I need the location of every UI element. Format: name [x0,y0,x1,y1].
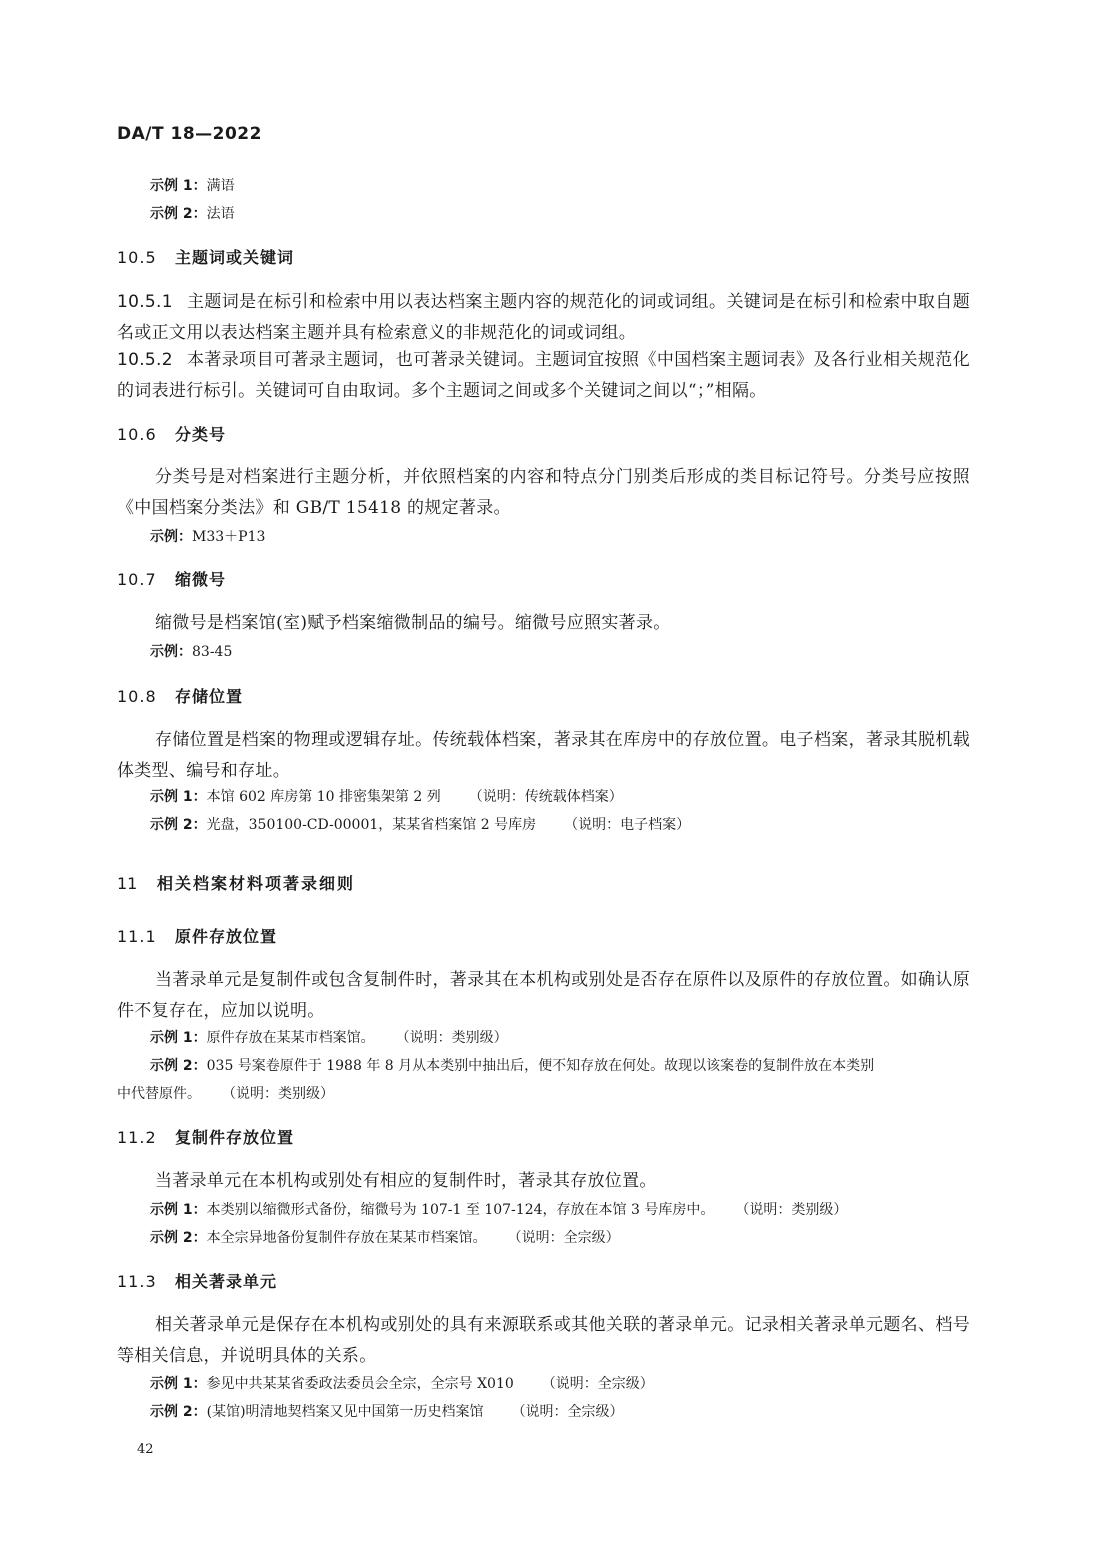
section-heading-11-1 [117,925,970,949]
paragraph-10-5-2 [117,345,970,407]
example-line [117,1052,1003,1080]
section-heading-10-5 [117,246,970,270]
chapter-number: 11 [117,874,138,893]
example-text: (某馆)明清地契档案又见中国第一历史档案馆 [206,1404,484,1420]
example-label: 示例 2： [150,1058,207,1074]
example-text: 满语 [206,178,235,194]
document-code-header: DA/T 18—2022 [117,124,262,144]
example-note: （说明：全宗级） [541,1376,654,1392]
paragraph-11-3: 相关著录单元是保存在本机构或别处的具有来源联系或其他关联的著录单元。记录相关著录单元题名、档号等相关信息，并说明具体的关系。 [117,1315,970,1366]
section-number: 10.8 [117,687,157,706]
example-line [117,1024,1003,1052]
language-examples [117,172,970,228]
section-title: 存储位置 [175,687,244,706]
section-title: 相关著录单元 [175,1272,278,1291]
paragraph-10-6: 分类号是对档案进行主题分析，并依照档案的内容和特点分门别类后形成的类目标记符号。分类号应按照《中国档案分类法》和 GB/T 15418 的规定著录。 [117,467,970,518]
example-label: 示例 2： [150,206,207,222]
example-text: 本类别以缩微形式备份，缩微号为 107-1 至 107-124，存放在本馆 3 号库房中。 [206,1202,715,1218]
section-title: 复制件存放位置 [175,1128,295,1147]
section-heading-10-6 [117,423,970,447]
clause-text: 本著录项目可著录主题词，也可著录关键词。主题词宜按照《中国档案主题词表》及各行业相关规范化的词表进行标引。关键词可自由取词。多个主题词之间或多个关键词之间以“；”相隔。 [117,350,970,401]
example-line [117,1370,1003,1398]
example-label: 示例： [150,644,192,660]
example-text: 原件存放在某某市档案馆。 [206,1030,375,1046]
clause-text: 主题词是在标引和检索中用以表达档案主题内容的规范化的词或词组。关键词是在标引和检索中取自题名或正文用以表达档案主题并具有检索意义的非规范化的词或词组。 [117,292,970,343]
section-heading-10-7 [117,568,970,592]
example-note: （说明：全宗级） [514,1230,620,1246]
section-heading-11-2 [117,1126,970,1150]
example-note: （说明：电子档案） [564,817,691,833]
example-text: 法语 [206,206,235,222]
example-text: 光盘，350100-CD-00001，某某省档案馆 2 号库房 [206,817,537,833]
example-text: 本馆 602 库房第 10 排密集架第 2 列 [206,789,441,805]
chapter-heading-11 [117,872,970,896]
example-note: （说明：传统载体档案） [468,789,623,805]
example-line [117,811,1003,839]
example-label: 示例 2： [150,817,207,833]
example-text: M33＋P13 [192,529,266,545]
section-title: 缩微号 [175,570,227,589]
section-number: 10.7 [117,570,157,589]
example-text: 中代替原件。 [117,1086,201,1102]
example-note: （说明：类别级） [742,1202,848,1218]
section-title: 原件存放位置 [175,927,278,946]
example-label: 示例 1： [150,1202,207,1218]
section-number: 11.1 [117,927,157,946]
example-text: 参见中共某某省委政法委员会全宗，全宗号 X010 [206,1376,514,1392]
example-label: 示例 1： [150,1376,207,1392]
example-label: 示例 1： [150,178,207,194]
clause-number: 10.5.1 [117,292,173,312]
clause-number: 10.5.2 [117,350,173,370]
example-line [117,638,1003,666]
example-line [117,1224,1003,1252]
paragraph-11-2: 当著录单元在本机构或别处有相应的复制件时，著录其存放位置。 [155,1171,657,1191]
section-number: 11.2 [117,1128,157,1147]
section-number: 10.5 [117,248,157,267]
example-line [117,172,970,200]
paragraph-10-8: 存储位置是档案的物理或逻辑存址。传统载体档案，著录其在库房中的存放位置。电子档案，著录其脱机载体类型、编号和存址。 [117,730,970,781]
example-note: （说明：全宗级） [511,1404,624,1420]
example-label: 示例： [150,529,192,545]
section-heading-10-8 [117,685,970,709]
example-text: 83-45 [192,644,233,660]
example-label: 示例 2： [150,1230,207,1246]
example-note: （说明：类别级） [229,1086,334,1102]
example-line [117,523,1003,551]
example-line [117,1196,1003,1224]
example-line-continued [117,1080,970,1108]
page-number: 42 [137,1442,154,1457]
section-heading-11-3 [117,1270,970,1294]
example-label: 示例 1： [150,789,207,805]
section-title: 主题词或关键词 [175,248,295,267]
example-line [117,1398,1003,1426]
example-text: 035 号案卷原件于 1988 年 8 月从本类别中抽出后，便不知存放在何处。故现以该案卷的复制件放在本类别 [206,1058,875,1074]
example-line [117,783,1003,811]
example-note: （说明：类别级） [402,1030,508,1046]
section-title: 分类号 [175,425,227,444]
example-label: 示例 1： [150,1030,207,1046]
paragraph-11-1: 当著录单元是复制件或包含复制件时，著录其在本机构或别处是否存在原件以及原件的存放位置。如确认原件不复存在，应加以说明。 [117,970,970,1021]
paragraph-10-7: 缩微号是档案馆(室)赋予档案缩微制品的编号。缩微号应照实著录。 [155,613,671,633]
example-text: 本全宗异地备份复制件存放在某某市档案馆。 [206,1230,487,1246]
section-number: 10.6 [117,425,157,444]
chapter-title: 相关档案材料项著录细则 [157,874,356,893]
example-line [117,200,970,228]
example-label: 示例 2： [150,1404,207,1420]
paragraph-10-5-1 [117,287,970,349]
section-number: 11.3 [117,1272,157,1291]
